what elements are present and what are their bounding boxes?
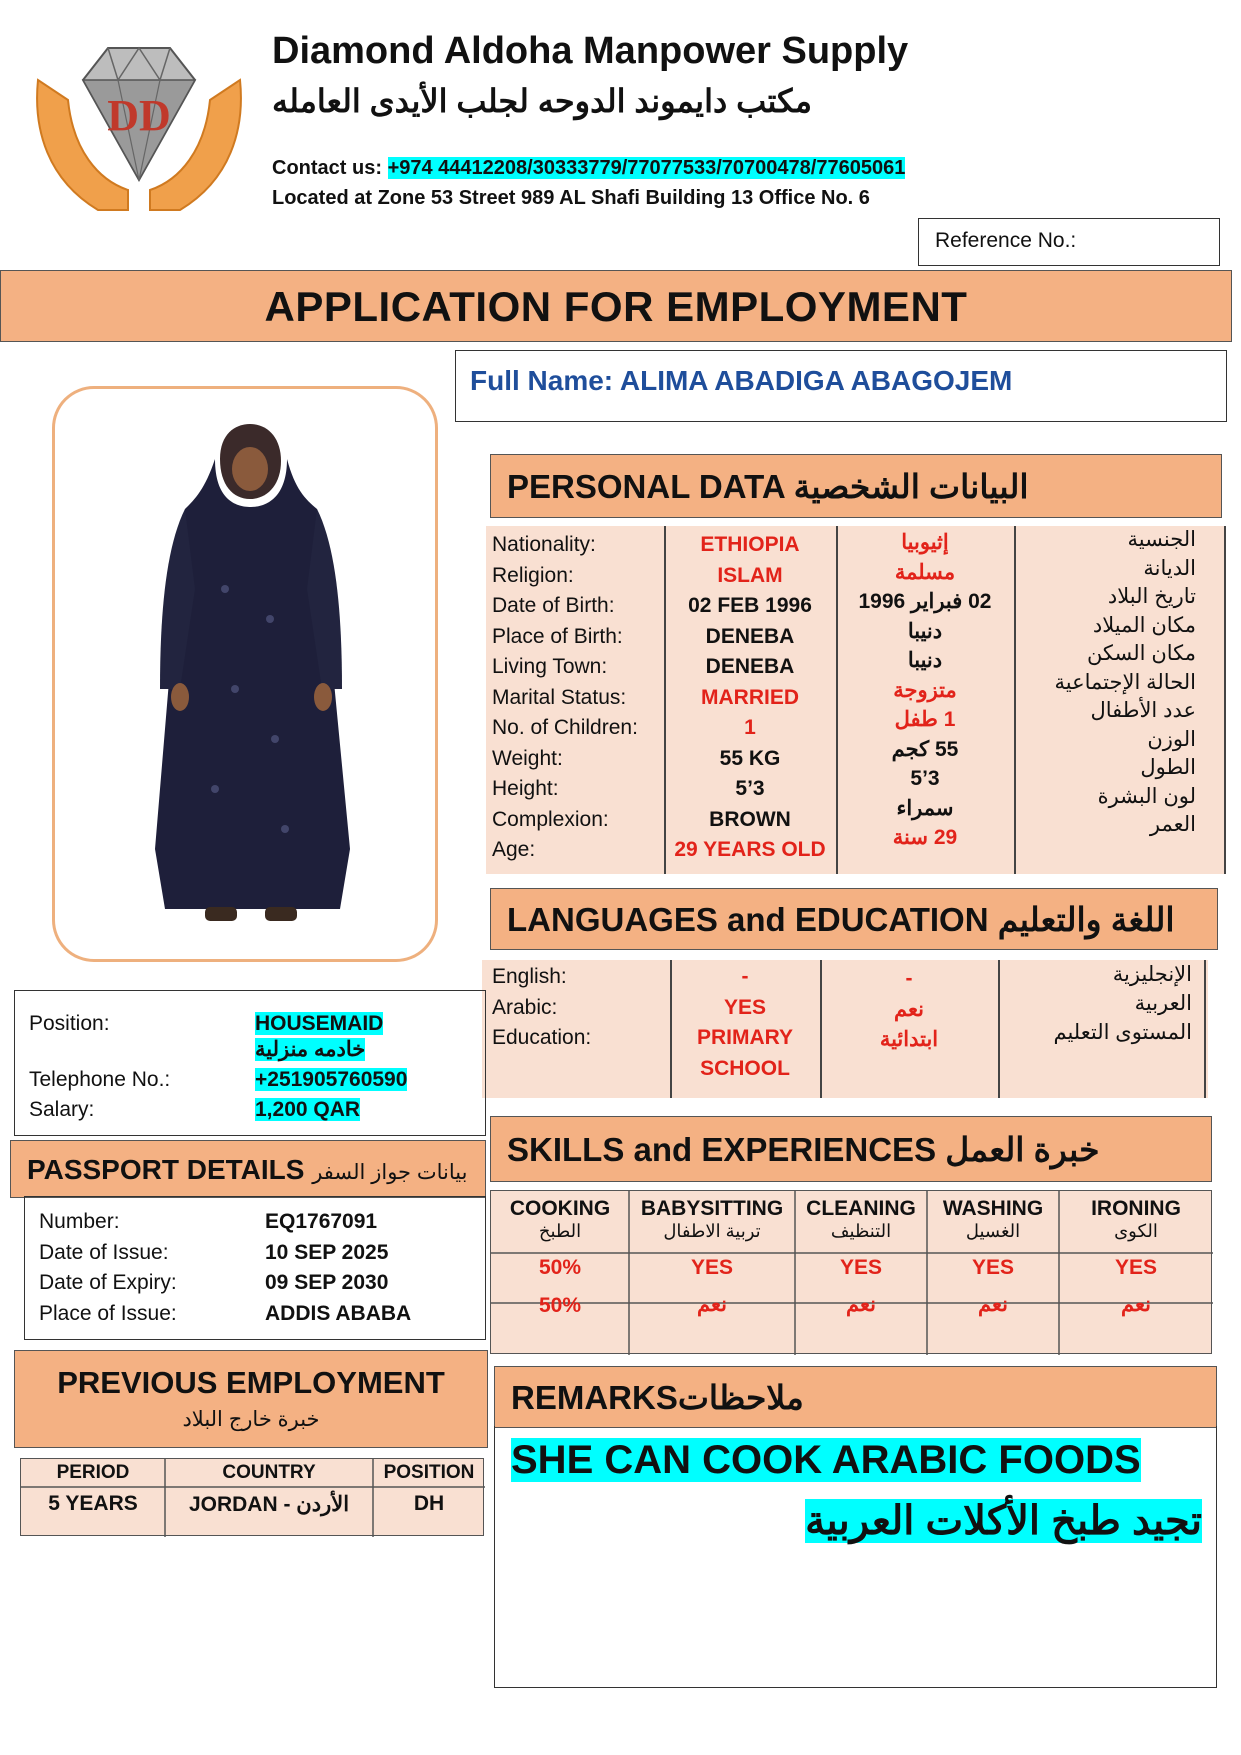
languages-heading-ar: اللغة والتعليم: [997, 901, 1175, 938]
passport-labels: [39, 1207, 239, 1329]
passport-number-label: Number:: [39, 1210, 120, 1233]
marital-status-value: MARRIED: [701, 685, 799, 709]
nationality-value-ar: إثيوبيا: [901, 531, 949, 554]
skill-cleaning-value: YES: [839, 1256, 883, 1279]
education-label: Education:: [492, 1026, 592, 1049]
position-details: [14, 990, 486, 1136]
skill-cooking-label-ar: الطبخ: [538, 1221, 582, 1241]
previous-employment-table: [20, 1458, 484, 1536]
period-header: PERIOD: [56, 1462, 130, 1483]
personal-values-ar: [838, 528, 1012, 876]
skill-ironing: [1059, 1191, 1213, 1355]
height-label: Height:: [492, 777, 559, 800]
passport-heading: [10, 1140, 486, 1198]
company-logo: [28, 40, 250, 212]
position-value-dh: DH: [413, 1492, 445, 1515]
remarks-text-en: [511, 1438, 1141, 1483]
skill-cooking-value-ar: 50%: [538, 1294, 582, 1317]
passport-details: [24, 1196, 486, 1340]
marital-status-value-ar: متزوجة: [893, 678, 957, 702]
expiry-date-value: 09 SEP 2030: [265, 1271, 389, 1294]
position-header: POSITION: [383, 1462, 475, 1483]
position-value-ar-text: خادمه منزلية: [255, 1038, 366, 1061]
salary-value-text: 1,200 QAR: [255, 1098, 361, 1121]
arabic-value-ar: نعم: [894, 997, 924, 1021]
personal-data-table: [486, 526, 1226, 874]
marital-status-label: Marital Status:: [492, 685, 627, 709]
remarks-text-ar-span: تجيد طبخ الأكلات العربية: [805, 1499, 1202, 1543]
personal-labels-en: [492, 530, 662, 878]
skill-ironing-value-ar: نعم: [1121, 1293, 1151, 1316]
dob-value: 02 FEB 1996: [688, 594, 812, 617]
age-value: 29 YEARS OLD: [674, 838, 826, 861]
nationality-value: ETHIOPIA: [700, 533, 800, 556]
skill-babysitting-label-ar: تربية الاطفال: [663, 1221, 761, 1241]
expiry-date-label: Date of Expiry:: [39, 1271, 177, 1294]
telephone-value: [255, 1065, 407, 1096]
skill-babysitting: [629, 1191, 795, 1355]
skills-table: [490, 1190, 1212, 1354]
contact-label: Contact us:: [272, 157, 382, 179]
age-label-ar: العمر: [1149, 813, 1196, 836]
skills-heading-ar: خبرة العمل: [945, 1131, 1100, 1168]
children-label: No. of Children:: [492, 716, 638, 739]
skill-washing-value: YES: [971, 1256, 1015, 1279]
weight-value: 55 KG: [719, 746, 781, 770]
living-town-value: DENEBA: [705, 655, 795, 678]
issue-place-value: ADDIS ABABA: [265, 1301, 412, 1325]
skill-cooking-label: COOKING: [509, 1197, 611, 1220]
skill-cleaning-value-ar: نعم: [846, 1293, 876, 1316]
skill-cleaning-label: CLEANING: [806, 1197, 916, 1220]
height-value: 5’3: [735, 777, 765, 800]
language-labels-ar: [1000, 960, 1192, 1098]
remarks-text-en-span: SHE CAN COOK ARABIC FOODS: [511, 1438, 1141, 1482]
company-name-en: Diamond Aldoha Manpower Supply: [272, 30, 909, 72]
period-value: 5 YEARS: [48, 1492, 138, 1515]
complexion-label: Complexion:: [492, 807, 609, 831]
pob-value-ar: دنيبا: [907, 619, 943, 643]
skill-babysitting-label: BABYSITTING: [640, 1197, 784, 1220]
company-name-ar: مكتب دايموند الدوحه لجلب الأيدى العامله: [272, 83, 812, 119]
passport-number-value: EQ1767091: [265, 1210, 378, 1233]
skill-ironing-label-ar: الكوى: [1114, 1221, 1158, 1241]
country-header: COUNTRY: [222, 1462, 316, 1483]
contact-line: [272, 157, 905, 180]
skill-washing: [927, 1191, 1059, 1355]
telephone-value-text: +251905760590: [255, 1068, 408, 1091]
previous-heading-en: PREVIOUS EMPLOYMENT: [57, 1365, 445, 1400]
position-value-text: HOUSEMAID: [255, 1012, 384, 1035]
issue-date-value: 10 SEP 2025: [265, 1240, 389, 1264]
children-label-ar: عدد الأطفال: [1090, 699, 1196, 722]
position-label: Position:: [29, 1012, 110, 1035]
education-value-line2: SCHOOL: [700, 1056, 790, 1080]
telephone-label: Telephone No.:: [29, 1068, 171, 1091]
skill-ironing-label: IRONING: [1091, 1197, 1181, 1220]
languages-heading-en: LANGUAGES and EDUCATION: [507, 901, 989, 938]
skill-cleaning-label-ar: التنظيف: [830, 1221, 892, 1241]
skill-washing-label: WASHING: [942, 1197, 1044, 1220]
language-values-ar: [822, 964, 996, 1102]
pob-value: DENEBA: [705, 624, 795, 648]
passport-heading-en: PASSPORT DETAILS: [27, 1154, 305, 1185]
remarks-box: [494, 1426, 1217, 1688]
living-town-value-ar: دنيبا: [907, 649, 943, 672]
dob-label-ar: تاريخ البلاد: [1107, 585, 1196, 608]
personal-heading-ar: البيانات الشخصية: [793, 468, 1029, 505]
religion-label-ar: الديانة: [1143, 556, 1196, 580]
languages-heading: [490, 888, 1218, 950]
remarks-text-ar: [805, 1498, 1202, 1544]
salary-label: Salary:: [29, 1098, 95, 1121]
english-label-ar: الإنجليزية: [1112, 963, 1192, 986]
education-value: PRIMARY: [696, 1026, 794, 1049]
arabic-label-ar: العربية: [1134, 992, 1192, 1015]
arabic-value: YES: [723, 995, 767, 1019]
previous-heading-ar: خبرة خارج البلاد: [182, 1408, 320, 1431]
education-label-ar: المستوى التعليم: [1053, 1021, 1192, 1044]
skill-babysitting-value: YES: [690, 1256, 734, 1279]
complexion-value: BROWN: [709, 807, 791, 831]
pob-label: Place of Birth:: [492, 624, 623, 648]
reference-number-box: [918, 218, 1220, 266]
skill-cooking: [491, 1191, 629, 1355]
dob-value-ar: 02 فبراير 1996: [858, 590, 992, 613]
personal-values-en: [666, 530, 834, 878]
skill-cleaning: [795, 1191, 927, 1355]
country-value: JORDAN - الأردن: [188, 1493, 350, 1516]
skills-heading: [490, 1116, 1212, 1182]
nationality-label-ar: الجنسية: [1127, 528, 1196, 551]
application-title: APPLICATION FOR EMPLOYMENT: [0, 270, 1232, 342]
salary-value: [255, 1095, 360, 1126]
height-value-ar: 3’5: [910, 767, 940, 790]
living-town-label: Living Town:: [492, 655, 608, 678]
english-label: English:: [492, 965, 567, 988]
children-value-ar: 1 طفل: [894, 708, 956, 731]
complexion-value-ar: سمراء: [896, 796, 954, 820]
language-labels-en: [492, 962, 662, 1100]
arabic-label: Arabic:: [492, 995, 558, 1019]
languages-table: [482, 960, 1208, 1098]
contact-numbers: +974 44412208/30333779/77077533/70700478/77605061: [387, 157, 906, 179]
language-values-en: [672, 962, 818, 1100]
pob-label-ar: مكان الميلاد: [1092, 613, 1196, 637]
issue-place-label: Place of Issue:: [39, 1301, 177, 1325]
skill-washing-value-ar: نعم: [978, 1293, 1008, 1316]
dob-label: Date of Birth:: [492, 594, 615, 617]
logo-letters: DD: [107, 91, 171, 140]
weight-value-ar: 55 كجم: [891, 737, 959, 761]
personal-labels-ar: [1016, 526, 1196, 874]
english-value-ar: -: [905, 967, 913, 990]
skill-babysitting-value-ar: نعم: [697, 1293, 727, 1316]
skills-heading-en: SKILLS and EXPERIENCES: [507, 1131, 937, 1168]
personal-data-heading: [490, 454, 1222, 518]
previous-employment-heading: [14, 1350, 488, 1448]
skill-ironing-value: YES: [1114, 1256, 1158, 1279]
education-value-ar: ابتدائية: [879, 1028, 939, 1051]
weight-label: Weight:: [492, 746, 563, 770]
passport-heading-ar: بيانات جواز السفر: [312, 1161, 468, 1184]
english-value: -: [741, 965, 749, 988]
marital-status-label-ar: الحالة الإجتماعية: [1054, 670, 1196, 694]
passport-values: [265, 1207, 475, 1329]
age-label: Age:: [492, 838, 536, 861]
religion-value: ISLAM: [717, 563, 783, 587]
complexion-label-ar: لون البشرة: [1097, 784, 1196, 808]
issue-date-label: Date of Issue:: [39, 1240, 169, 1264]
position-value-ar: [255, 1035, 365, 1066]
office-address: Located at Zone 53 Street 989 AL Shafi Building 13 Office No. 6: [272, 187, 870, 209]
remarks-heading: REMARKSملاحظات: [494, 1366, 1217, 1428]
living-town-label-ar: مكان السكن: [1086, 642, 1196, 665]
nationality-label: Nationality:: [492, 533, 596, 556]
weight-label-ar: الوزن: [1147, 727, 1196, 751]
personal-heading-en: PERSONAL DATA: [507, 468, 785, 505]
children-value: 1: [744, 716, 756, 739]
skill-cooking-value: 50%: [538, 1256, 582, 1279]
religion-value-ar: مسلمة: [894, 560, 956, 584]
religion-label: Religion:: [492, 563, 574, 587]
full-name: Full Name: ALIMA ABADIGA ABAGOJEM: [455, 350, 1227, 422]
height-label-ar: الطول: [1140, 756, 1196, 779]
reference-label: Reference No.:: [935, 229, 1077, 252]
age-value-ar: 29 سنة: [892, 826, 958, 849]
skill-washing-label-ar: الغسيل: [965, 1221, 1021, 1241]
applicant-photo: [52, 386, 438, 962]
